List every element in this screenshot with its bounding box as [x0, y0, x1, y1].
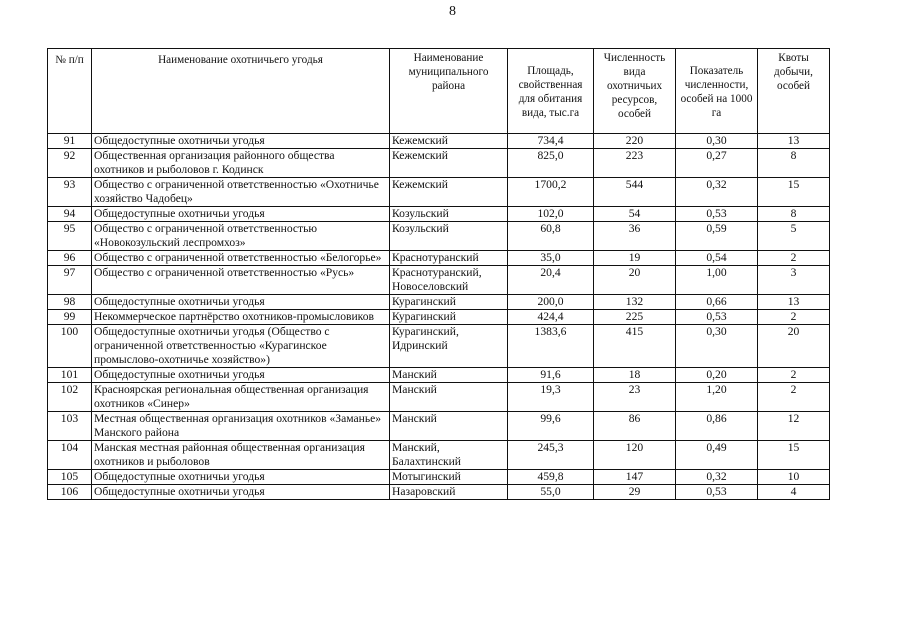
ground-name-cell: Общество с ограниченной ответственностью «Белогорье» — [92, 251, 390, 266]
row-number-cell: 99 — [48, 310, 92, 325]
table-row — [48, 134, 830, 149]
row-number-cell: 105 — [48, 470, 92, 485]
header-quota: Квоты добычи, особей — [758, 49, 830, 134]
population-cell: 18 — [594, 368, 676, 383]
district-cell: Курагинский — [390, 295, 508, 310]
district-cell: Кежемский — [390, 134, 508, 149]
table-row — [48, 383, 830, 412]
ground-name-cell: Общедоступные охотничьи угодья — [92, 368, 390, 383]
table-header-row — [48, 49, 830, 134]
page-number: 8 — [449, 4, 456, 19]
quota-cell: 2 — [758, 383, 830, 412]
row-number-cell: 101 — [48, 368, 92, 383]
district-cell: Манский — [390, 412, 508, 441]
density-cell: 0,86 — [676, 412, 758, 441]
district-cell: Манский — [390, 368, 508, 383]
header-area: Площадь, свойственная для обитания вида, тыс.га — [508, 49, 594, 134]
population-cell: 36 — [594, 222, 676, 251]
quota-cell: 8 — [758, 207, 830, 222]
ground-name-cell: Манская местная районная общественная организация охотников и рыболовов — [92, 441, 390, 470]
row-number-cell: 98 — [48, 295, 92, 310]
ground-name-cell: Общедоступные охотничьи угодья — [92, 485, 390, 500]
ground-name-cell: Общество с ограниченной ответственностью «Новокозульский леспромхоз» — [92, 222, 390, 251]
table-row — [48, 251, 830, 266]
ground-name-cell: Общество с ограниченной ответственностью «Охотничье хозяйство Чадобец» — [92, 178, 390, 207]
table-row — [48, 412, 830, 441]
row-number-cell: 95 — [48, 222, 92, 251]
header-ground-name: Наименование охотничьего угодья — [92, 49, 390, 134]
quota-cell: 10 — [758, 470, 830, 485]
population-cell: 225 — [594, 310, 676, 325]
district-cell: Краснотуранский — [390, 251, 508, 266]
quota-cell: 12 — [758, 412, 830, 441]
density-cell: 1,00 — [676, 266, 758, 295]
population-cell: 29 — [594, 485, 676, 500]
quota-cell: 4 — [758, 485, 830, 500]
density-cell: 0,32 — [676, 178, 758, 207]
row-number-cell: 92 — [48, 149, 92, 178]
area-cell: 99,6 — [508, 412, 594, 441]
ground-name-cell: Общедоступные охотничьи угодья — [92, 207, 390, 222]
table-row — [48, 325, 830, 368]
district-cell: Назаровский — [390, 485, 508, 500]
population-cell: 120 — [594, 441, 676, 470]
district-cell: Курагинский, Идринский — [390, 325, 508, 368]
ground-name-cell: Красноярская региональная общественная организация охотников «Синер» — [92, 383, 390, 412]
district-cell: Краснотуранский, Новоселовский — [390, 266, 508, 295]
table-row — [48, 368, 830, 383]
density-cell: 0,30 — [676, 325, 758, 368]
district-cell: Манский, Балахтинский — [390, 441, 508, 470]
row-number-cell: 93 — [48, 178, 92, 207]
population-cell: 19 — [594, 251, 676, 266]
density-cell: 1,20 — [676, 383, 758, 412]
area-cell: 245,3 — [508, 441, 594, 470]
table-row — [48, 207, 830, 222]
area-cell: 200,0 — [508, 295, 594, 310]
population-cell: 132 — [594, 295, 676, 310]
quota-cell: 8 — [758, 149, 830, 178]
population-cell: 544 — [594, 178, 676, 207]
population-cell: 147 — [594, 470, 676, 485]
ground-name-cell: Общедоступные охотничьи угодья (Общество с ограниченной ответственностью «Курагинское промыслово-охотничье хозяйство») — [92, 325, 390, 368]
area-cell: 734,4 — [508, 134, 594, 149]
district-cell: Козульский — [390, 207, 508, 222]
row-number-cell: 96 — [48, 251, 92, 266]
area-cell: 35,0 — [508, 251, 594, 266]
population-cell: 415 — [594, 325, 676, 368]
table-row — [48, 178, 830, 207]
table-row — [48, 310, 830, 325]
row-number-cell: 97 — [48, 266, 92, 295]
density-cell: 0,53 — [676, 310, 758, 325]
ground-name-cell: Общественная организация районного общества охотников и рыболовов г. Кодинск — [92, 149, 390, 178]
area-cell: 55,0 — [508, 485, 594, 500]
quota-cell: 15 — [758, 441, 830, 470]
area-cell: 91,6 — [508, 368, 594, 383]
area-cell: 424,4 — [508, 310, 594, 325]
table-row — [48, 470, 830, 485]
area-cell: 102,0 — [508, 207, 594, 222]
quota-cell: 5 — [758, 222, 830, 251]
ground-name-cell: Некоммерческое партнёрство охотников-промысловиков — [92, 310, 390, 325]
row-number-cell: 103 — [48, 412, 92, 441]
density-cell: 0,20 — [676, 368, 758, 383]
district-cell: Кежемский — [390, 178, 508, 207]
row-number-cell: 100 — [48, 325, 92, 368]
density-cell: 0,53 — [676, 207, 758, 222]
quota-cell: 3 — [758, 266, 830, 295]
ground-name-cell: Общедоступные охотничьи угодья — [92, 470, 390, 485]
table-row — [48, 266, 830, 295]
header-number: № п/п — [48, 49, 92, 134]
density-cell: 0,66 — [676, 295, 758, 310]
row-number-cell: 104 — [48, 441, 92, 470]
row-number-cell: 91 — [48, 134, 92, 149]
table-row — [48, 222, 830, 251]
quota-cell: 15 — [758, 178, 830, 207]
area-cell: 825,0 — [508, 149, 594, 178]
ground-name-cell: Общество с ограниченной ответственностью «Русь» — [92, 266, 390, 295]
table-body — [48, 134, 830, 500]
area-cell: 20,4 — [508, 266, 594, 295]
area-cell: 60,8 — [508, 222, 594, 251]
ground-name-cell: Местная общественная организация охотников «Заманье» Манского района — [92, 412, 390, 441]
district-cell: Курагинский — [390, 310, 508, 325]
area-cell: 1383,6 — [508, 325, 594, 368]
quota-cell: 13 — [758, 134, 830, 149]
density-cell: 0,53 — [676, 485, 758, 500]
density-cell: 0,27 — [676, 149, 758, 178]
quota-cell: 2 — [758, 251, 830, 266]
quota-cell: 13 — [758, 295, 830, 310]
row-number-cell: 94 — [48, 207, 92, 222]
table-row — [48, 485, 830, 500]
population-cell: 20 — [594, 266, 676, 295]
area-cell: 1700,2 — [508, 178, 594, 207]
quota-cell: 2 — [758, 310, 830, 325]
header-district: Наименование муниципального района — [390, 49, 508, 134]
row-number-cell: 102 — [48, 383, 92, 412]
quota-cell: 20 — [758, 325, 830, 368]
quota-cell: 2 — [758, 368, 830, 383]
density-cell: 0,30 — [676, 134, 758, 149]
ground-name-cell: Общедоступные охотничьи угодья — [92, 295, 390, 310]
density-cell: 0,49 — [676, 441, 758, 470]
area-cell: 19,3 — [508, 383, 594, 412]
density-cell: 0,32 — [676, 470, 758, 485]
population-cell: 23 — [594, 383, 676, 412]
density-cell: 0,59 — [676, 222, 758, 251]
area-cell: 459,8 — [508, 470, 594, 485]
district-cell: Кежемский — [390, 149, 508, 178]
population-cell: 86 — [594, 412, 676, 441]
district-cell: Манский — [390, 383, 508, 412]
table-row — [48, 441, 830, 470]
district-cell: Мотыгинский — [390, 470, 508, 485]
table-row — [48, 295, 830, 310]
population-cell: 54 — [594, 207, 676, 222]
hunting-quota-table — [47, 48, 830, 500]
header-population: Численность вида охотничьих ресурсов, особей — [594, 49, 676, 134]
ground-name-cell: Общедоступные охотничьи угодья — [92, 134, 390, 149]
population-cell: 220 — [594, 134, 676, 149]
population-cell: 223 — [594, 149, 676, 178]
row-number-cell: 106 — [48, 485, 92, 500]
district-cell: Козульский — [390, 222, 508, 251]
table-row — [48, 149, 830, 178]
header-density: Показатель численности, особей на 1000 га — [676, 49, 758, 134]
density-cell: 0,54 — [676, 251, 758, 266]
